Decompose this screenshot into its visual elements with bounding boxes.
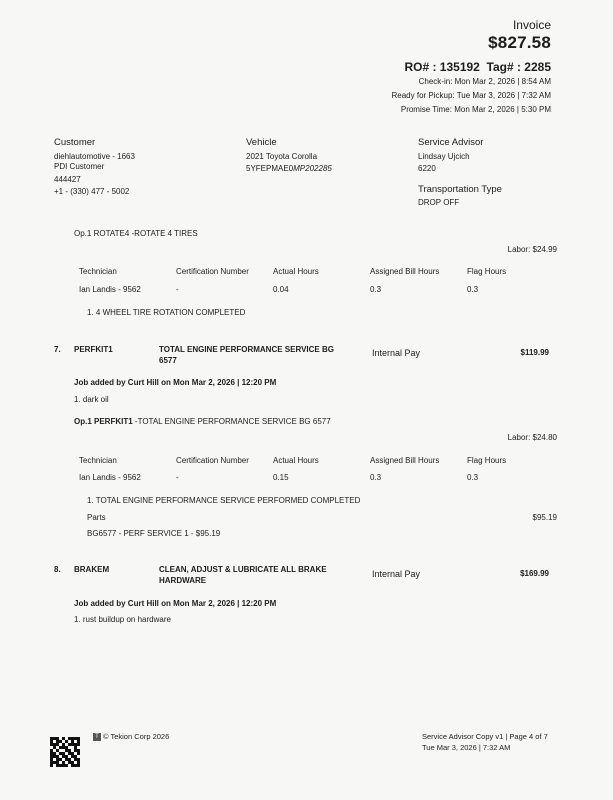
document-type-label: Invoice — [512, 18, 551, 32]
customer-phone: +1 - (330) 477 - 5002 — [54, 187, 130, 196]
vin-prefix: 5YFEPMAE0 — [246, 164, 294, 173]
job8-description — [159, 564, 327, 586]
advisor-code: 6220 — [418, 164, 436, 173]
vehicle-vin — [246, 164, 332, 173]
job7-desc-line2: 6577 — [159, 356, 177, 365]
vin-suffix: MP202285 — [293, 164, 332, 173]
rotate-actual: 0.04 — [273, 285, 289, 294]
job7-amount: $119.99 — [520, 348, 549, 357]
rotate-tech: Ian Landis - 9562 — [79, 285, 141, 294]
job7-number: 7. — [54, 345, 61, 354]
rotate-cert: - — [176, 285, 179, 294]
tag-number: Tag# : 2285 — [486, 60, 551, 74]
col-cert: Certification Number — [176, 456, 249, 465]
col-flag: Flag Hours — [467, 267, 507, 276]
job8-code: BRAKEM — [74, 565, 110, 574]
job8-amount: $169.99 — [520, 569, 549, 578]
vehicle-model: 2021 Toyota Corolla — [246, 152, 318, 161]
advisor-name: Lindsay Ujcich — [418, 152, 470, 161]
col-technician: Technician — [79, 267, 117, 276]
col-flag: Flag Hours — [467, 456, 507, 465]
job7-labor: Labor: $24.80 — [507, 433, 557, 442]
customer-type: PDI Customer — [54, 162, 105, 171]
col-assigned: Assigned Bill Hours — [370, 267, 440, 276]
job7-op-suffix: -TOTAL ENGINE PERFORMANCE SERVICE BG 6577 — [132, 417, 331, 426]
job7-flag: 0.3 — [467, 473, 479, 482]
footer-copyright-text: © Tekion Corp 2026 — [103, 732, 170, 741]
job8-pay-type: Internal Pay — [372, 569, 421, 579]
job7-actual: 0.15 — [273, 473, 289, 482]
col-cert: Certification Number — [176, 267, 249, 276]
customer-heading: Customer — [54, 137, 96, 148]
ro-number: RO# : 135192 — [404, 60, 480, 74]
job7-note: 1. TOTAL ENGINE PERFORMANCE SERVICE PERFORMED COMPLETED — [87, 496, 361, 505]
rotate-flag: 0.3 — [467, 285, 479, 294]
vehicle-heading: Vehicle — [246, 137, 277, 148]
col-actual: Actual Hours — [273, 267, 319, 276]
job8-concern: 1. rust buildup on hardware — [74, 615, 171, 624]
promise-time: Promise Time: Mon Mar 2, 2026 | 5:30 PM — [400, 105, 551, 114]
footer-copy-info: Service Advisor Copy v1 | Page 4 of 7 — [422, 732, 548, 741]
rotate-note: 1. 4 WHEEL TIRE ROTATION COMPLETED — [87, 308, 246, 317]
op-rotate-title: Op.1 ROTATE4 -ROTATE 4 TIRES — [74, 229, 198, 238]
job8-desc-line1: CLEAN, ADJUST & LUBRICATE ALL BRAKE — [159, 565, 327, 574]
footer-copyright — [93, 732, 169, 741]
col-technician: Technician — [79, 456, 117, 465]
col-actual: Actual Hours — [273, 456, 319, 465]
job7-code: PERFKIT1 — [74, 345, 113, 354]
job7-pay-type: Internal Pay — [372, 348, 421, 358]
ready-time: Ready for Pickup: Tue Mar 3, 2026 | 7:32 AM — [391, 91, 551, 100]
qr-code-icon — [50, 737, 80, 767]
customer-id: 444427 — [54, 175, 81, 184]
tekion-logo-icon: T — [93, 733, 101, 741]
transport-value: DROP OFF — [418, 198, 460, 207]
job8-added-by: Job added by Curt Hill on Mon Mar 2, 2026 | 12:20 PM — [74, 599, 277, 608]
job7-op-title — [74, 417, 331, 426]
op-rotate-labor: Labor: $24.99 — [507, 245, 557, 254]
job7-tech: Ian Landis - 9562 — [79, 473, 141, 482]
job7-parts-amount: $95.19 — [532, 513, 557, 522]
job7-parts-label: Parts — [87, 513, 106, 522]
footer-printed-time: Tue Mar 3, 2026 | 7:32 AM — [422, 743, 511, 752]
col-assigned: Assigned Bill Hours — [370, 456, 440, 465]
job7-op-prefix: Op.1 PERFKIT1 — [74, 417, 133, 426]
customer-name: diehlautomotive - 1663 — [54, 152, 135, 161]
job7-description — [159, 344, 334, 366]
invoice-total: $827.58 — [488, 33, 551, 52]
job7-cert: - — [176, 473, 179, 482]
job7-added-by: Job added by Curt Hill on Mon Mar 2, 2026 | 12:20 PM — [74, 378, 277, 387]
job7-concern: 1. dark oil — [74, 395, 109, 404]
checkin-time: Check-in: Mon Mar 2, 2026 | 8:54 AM — [418, 77, 551, 86]
rotate-assigned: 0.3 — [370, 285, 382, 294]
job7-desc-line1: TOTAL ENGINE PERFORMANCE SERVICE BG — [159, 345, 334, 354]
job7-assigned: 0.3 — [370, 473, 382, 482]
job8-number: 8. — [54, 565, 61, 574]
transport-heading: Transportation Type — [418, 184, 502, 195]
advisor-heading: Service Advisor — [418, 137, 484, 148]
ro-tag-line — [404, 60, 551, 74]
job8-desc-line2: HARDWARE — [159, 576, 207, 585]
job7-part-line: BG6577 - PERF SERVICE 1 - $95.19 — [87, 529, 221, 538]
